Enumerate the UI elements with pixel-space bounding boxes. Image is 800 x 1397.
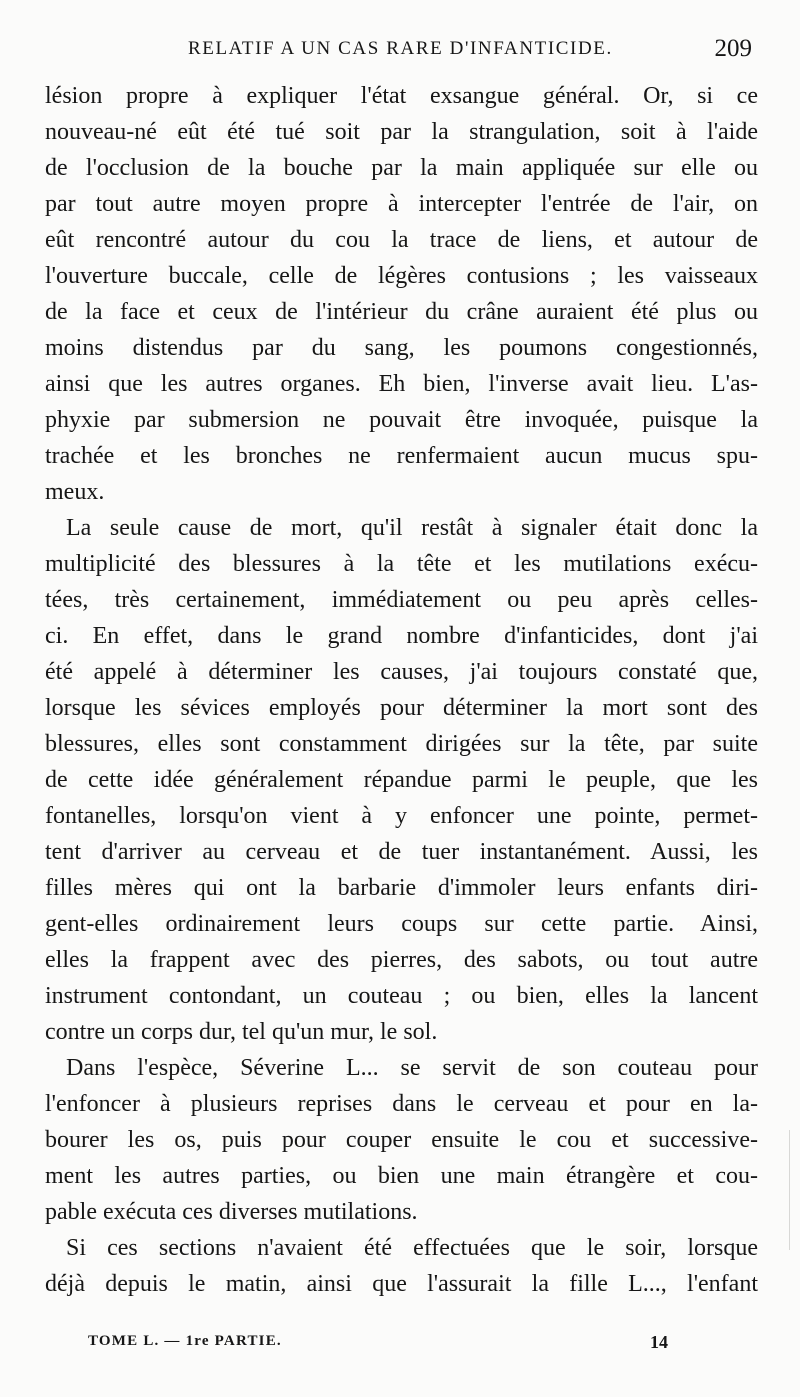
text-line: gent-elles ordinairement leurs coups sur cette partie. Ainsi, — [45, 911, 758, 937]
text-line: nouveau-né eût été tué soit par la strangulation, soit à l'aide — [45, 119, 758, 145]
text-line: La seule cause de mort, qu'il restât à signaler était donc la — [66, 515, 758, 541]
text-line: lésion propre à expliquer l'état exsangue général. Or, si ce — [45, 83, 758, 109]
text-line: ment les autres parties, ou bien une main étrangère et cou- — [45, 1163, 758, 1189]
running-head — [40, 35, 760, 68]
text-line: l'ouverture buccale, celle de légères contusions ; les vaisseaux — [45, 263, 758, 289]
text-line: par tout autre moyen propre à intercepter l'entrée de l'air, on — [45, 191, 758, 217]
text-line: de cette idée généralement répandue parmi le peuple, que les — [45, 767, 758, 793]
text-line: été appelé à déterminer les causes, j'ai toujours constaté que, — [45, 659, 758, 685]
text-line: trachée et les bronches ne renfermaient aucun mucus spu- — [45, 443, 758, 469]
text-line: multiplicité des blessures à la tête et les mutilations exécu- — [45, 551, 758, 577]
text-line: déjà depuis le matin, ainsi que l'assurait la fille L..., l'enfant — [45, 1271, 758, 1297]
text-line: de l'occlusion de la bouche par la main appliquée sur elle ou — [45, 155, 758, 181]
signature-footer — [88, 1333, 668, 1363]
text-line: blessures, elles sont constamment dirigées sur la tête, par suite — [45, 731, 758, 757]
signature-number: 14 — [650, 1332, 668, 1352]
text-line: moins distendus par du sang, les poumons congestionnés, — [45, 335, 758, 361]
text-line: eût rencontré autour du cou la trace de liens, et autour de — [45, 227, 758, 253]
page-edge-divider — [789, 1130, 790, 1250]
text-line: lorsque les sévices employés pour déterminer la mort sont des — [45, 695, 758, 721]
text-line: filles mères qui ont la barbarie d'immoler leurs enfants diri- — [45, 875, 758, 901]
text-line: Si ces sections n'avaient été effectuées que le soir, lorsque — [66, 1235, 758, 1261]
text-line: instrument contondant, un couteau ; ou bien, elles la lancent — [45, 983, 758, 1009]
text-line: pable exécuta ces diverses mutilations. — [45, 1199, 418, 1225]
text-line: bourer les os, puis pour couper ensuite le cou et successive- — [45, 1127, 758, 1153]
text-line: de la face et ceux de l'intérieur du crâne auraient été plus ou — [45, 299, 758, 325]
text-line: ainsi que les autres organes. Eh bien, l'inverse avait lieu. L'as- — [45, 371, 758, 397]
signature-mark: TOME L. — 1re PARTIE. — [88, 1333, 282, 1349]
body-text — [45, 78, 758, 1302]
text-line: ci. En effet, dans le grand nombre d'infanticides, dont j'ai — [45, 623, 758, 649]
text-line: contre un corps dur, tel qu'un mur, le sol. — [45, 1019, 438, 1045]
text-line: tent d'arriver au cerveau et de tuer instantanément. Aussi, les — [45, 839, 758, 865]
text-line: elles la frappent avec des pierres, des sabots, ou tout autre — [45, 947, 758, 973]
text-line: l'enfoncer à plusieurs reprises dans le cerveau et pour en la- — [45, 1091, 758, 1117]
text-line: Dans l'espèce, Séverine L... se servit de son couteau pour — [66, 1055, 758, 1081]
running-title: RELATIF A UN CAS RARE D'INFANTICIDE. — [188, 38, 613, 59]
page-number: 209 — [714, 35, 752, 62]
text-line: phyxie par submersion ne pouvait être invoquée, puisque la — [45, 407, 758, 433]
text-line: tées, très certainement, immédiatement ou peu après celles- — [45, 587, 758, 613]
text-line: fontanelles, lorsqu'on vient à y enfoncer une pointe, permet- — [45, 803, 758, 829]
text-line: meux. — [45, 479, 105, 505]
